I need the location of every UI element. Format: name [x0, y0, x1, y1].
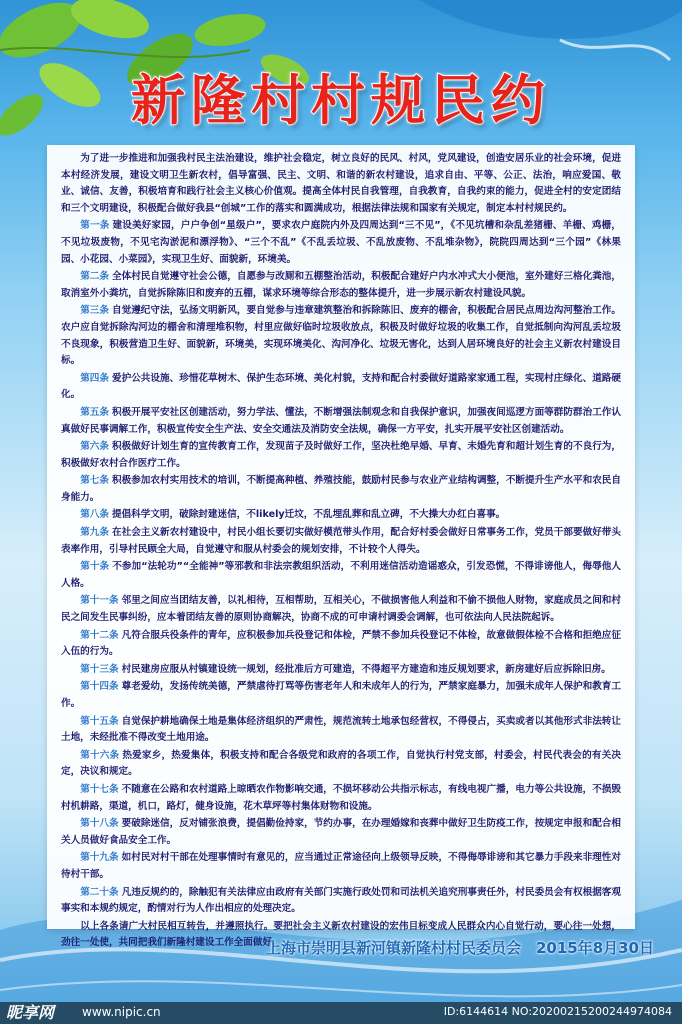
article-label: 第十三条: [80, 663, 119, 675]
article-label: 第九条: [80, 527, 109, 539]
article-item: [61, 628, 621, 661]
article-label: 第五条: [80, 406, 109, 418]
article-text: 建设美好家园，户户争创“星级户”，要求农户庭院内外及四周达到“三不见”，《不见坑槽和杂乱差猪栅、羊栅、鸡栅，不见垃圾废物，不见宅沟淤泥和漂浮物》、“三个不乱”《不乱丢垃圾、不乱放废物、不乱堆杂物》，院院四周达到“三个园”《林果园、小花园、小菜园》，实现卫生好、面貌新，环境美。: [61, 220, 622, 265]
article-item: [61, 303, 621, 369]
articles-list: [61, 218, 621, 917]
article-item: [61, 507, 621, 524]
watermark-logo: 昵享网: [6, 1003, 55, 1022]
article-label: 第八条: [80, 509, 109, 521]
article-label: 第十六条: [80, 749, 120, 761]
issuer-and-date: 上海市崇明县新河镇新隆村村民委员会 2015年8月30日: [265, 939, 654, 957]
article-label: 第十九条: [80, 852, 119, 864]
article-label: 第十七条: [80, 783, 119, 795]
article-text: 全体村民自觉遵守社会公德，自愿参与改厕和五棚整治活动，积极配合建好户内水冲式大小便池，室外建好三格化粪池，取消室外小粪坑，自觉拆除陈旧和废弃的五棚，谋求环境等综合形态的整体提升，进一步展示新农村建设风貌。: [61, 271, 621, 299]
article-label: 第四条: [80, 372, 109, 384]
article-label: 第十一条: [80, 595, 119, 607]
article-item: [61, 525, 621, 558]
article-item: [61, 439, 621, 472]
watermark-url: www.nipic.cn: [82, 1005, 161, 1019]
article-item: [61, 473, 621, 506]
article-text: 爱护公共设施、珍惜花草树木、保护生态环境、美化村貌，支持和配合村委做好道路家家通工程，实现村庄绿化、道路硬化。: [61, 372, 621, 401]
article-item: [61, 269, 621, 302]
article-text: 热爱家乡，热爱集体，积极支持和配合各级党和政府的各项工作，自觉执行村党支部，村委会，村民代表会的有关决定，决议和规定。: [61, 749, 622, 778]
article-item: [61, 662, 621, 679]
article-label: 第七条: [80, 475, 109, 487]
article-text: 邻里之间应当团结友善，以礼相待，互相帮助，互相关心，不做损害他人利益和不偷不损他人财物，家庭成员之间和村民之间发生民事纠纷，应本着团结友善的原则协商解决，协商不成的可申请村调委会调解，也可依法向人民法院起诉。: [61, 595, 622, 624]
article-text: 不随意在公路和农村道路上晾晒农作物影响交通，不损坏移动公共指示标志，有线电视广播，电力等公共设施，不损毁村机耕路，渠道，机口，路灯，健身设施，花木草坪等村集体财物和设施。: [61, 783, 622, 812]
article-label: 第六条: [80, 441, 109, 453]
article-item: [61, 218, 621, 268]
article-label: 第十条: [80, 561, 110, 573]
article-text: 自觉保护耕地确保土地是集体经济组织的严肃性，规范流转土地承包经营权，不得侵占，买卖或者以其他形式非法转让土地，未经批准不得改变土地用途。: [61, 715, 622, 744]
article-text: 积极参加农村实用技术的培训，不断提高种植、养殖技能，鼓励村民参与农业产业结构调整，不断提升生产水平和农民自身能力。: [61, 475, 621, 503]
article-label: 第十八条: [80, 818, 119, 830]
article-text: 如村民对村干部在处理事情时有意见的，应当通过正常途径向上级领导反映，不得侮辱诽谤和其它暴力手段来非理性对待村干部。: [61, 852, 622, 880]
article-item: [61, 371, 621, 404]
article-label: 第二十条: [80, 886, 119, 898]
closing-paragraph: 以上各条请广大村民相互转告，并遵照执行。要把社会主义新农村建设的宏伟目标变成人民群众内心自觉行动，要心往一处想，劲往一处使，共同把我们新隆村建设工作全面做好。: [61, 920, 621, 949]
article-label: 第二条: [80, 271, 109, 283]
article-text: 凡符合服兵役条件的青年，应积极参加兵役登记和体检，严禁不参加兵役登记不体检，故意做假体检不合格和拒绝应征入伍的行为。: [61, 629, 622, 658]
article-text: 村民建房应服从村镇建设统一规划，经批准后方可建造，不得超平方建造和违反规划要求，新房建好后应拆除旧房。: [121, 663, 611, 675]
article-label: 第一条: [80, 220, 110, 232]
article-text: 不参加“法轮功”“全能神”等邪教和非法宗教组织活动，不利用迷信活动造谣惑众，引发恐慌，不得诽谤他人，侮辱他人人格。: [61, 561, 621, 589]
article-text: 要破除迷信，反对铺张浪费，提倡勤俭持家，节约办事，在办理婚嫁和丧葬中做好卫生防疫工作，按规定申报和配合相关人员做好食品安全工作。: [61, 818, 622, 846]
article-item: [61, 714, 621, 747]
article-text: 尊老爱幼，发扬传统美德，严禁虐待打骂等伤害老年人和未成年人的行为，严禁家庭暴力，加强未成年人保护和教育工作。: [61, 681, 622, 709]
article-label: 第十二条: [80, 629, 119, 641]
article-text: 提倡科学文明，破除封建迷信，不likely迁坟，不乱埋乱葬和乱立碑，不大操大办红白喜事。: [111, 509, 506, 521]
article-item: [61, 679, 621, 712]
article-item: [61, 405, 621, 438]
article-text: 凡违反规约的，除触犯有关法律应由政府有关部门实施行政处罚和司法机关追究刑事责任外，村民委员会有权根据客观事实和本规约规定，酌情对行为人作出相应的处理决定。: [61, 886, 622, 915]
poster-title: 新隆村村规民约: [131, 68, 551, 132]
article-label: 第十四条: [80, 681, 119, 693]
article-item: [61, 885, 621, 918]
article-text: 积极开展平安社区创建活动，努力学法、懂法，不断增强法制观念和自我保护意识，加强夜间巡逻方面等群防群治工作认真做好民事调解工作，积极宣传安全生产法、安全交通法及消防安全法规，确保一方平安，扎实开展平安社区创建活动。: [61, 406, 621, 435]
watermark-id: ID:6144614 NO:20200215200244974084: [443, 1005, 672, 1018]
article-text: 积极做好计划生育的宣传教育工作，发现苗子及时做好工作，坚决杜绝早婚、早育、未婚先育和超计划生育的不良行为，积极做好农村合作医疗工作。: [61, 441, 621, 469]
preamble: 为了进一步推进和加强我村民主法治建设，维护社会稳定，树立良好的民风、村风，党风建设，创造安居乐业的社会环境，促进本村经济发展，建设文明卫生新农村，倡导富强、民主、文明、和谐的新农村建设，追求自由、平等、公正、法治，响应爱国、敬业、诚信、友善，积极培育和践行社会主义核心价值观。提高全体村民自我管理，自我教育，自我约束的能力，促进全村的安定团结和三个文明建设，积极配合做好我县“创城”工作的落实和圆满成功，根据法律法规和国家有关规定，制定本村村规民约。: [61, 153, 621, 214]
article-label: 第十五条: [80, 715, 119, 727]
article-item: [61, 782, 621, 815]
article-text: 在社会主义新农村建设中，村民小组长要切实做好模范带头作用，配合好村委会做好日常事务工作，党员干部要做好带头表率作用，引导村民顾全大局，自觉遵守和服从村委会的规划安排，不计较个人得失。: [61, 527, 621, 555]
article-item: [61, 850, 621, 883]
article-label: 第三条: [80, 305, 109, 317]
article-text: 自觉遵纪守法，弘扬文明新风，要自觉参与违章建筑整治和拆除陈旧、废弃的棚舍，积极配合居民点周边沟河整治工作。农户应自觉拆除沟河边的棚舍和清理堆积物，村里应做好临时垃圾收放点，积极及时做好垃圾的收集工作，自觉抵制向沟河乱丢垃圾不良现象，积极营造卫生好、面貌新，环境美，实现环境美化、沟河净化、垃圾无害化，达到人居环境良好的社会主义新农村建设目标。: [61, 305, 621, 367]
article-item: [61, 816, 621, 849]
article-item: [61, 559, 621, 592]
article-item: [61, 748, 621, 781]
article-item: [61, 593, 621, 626]
